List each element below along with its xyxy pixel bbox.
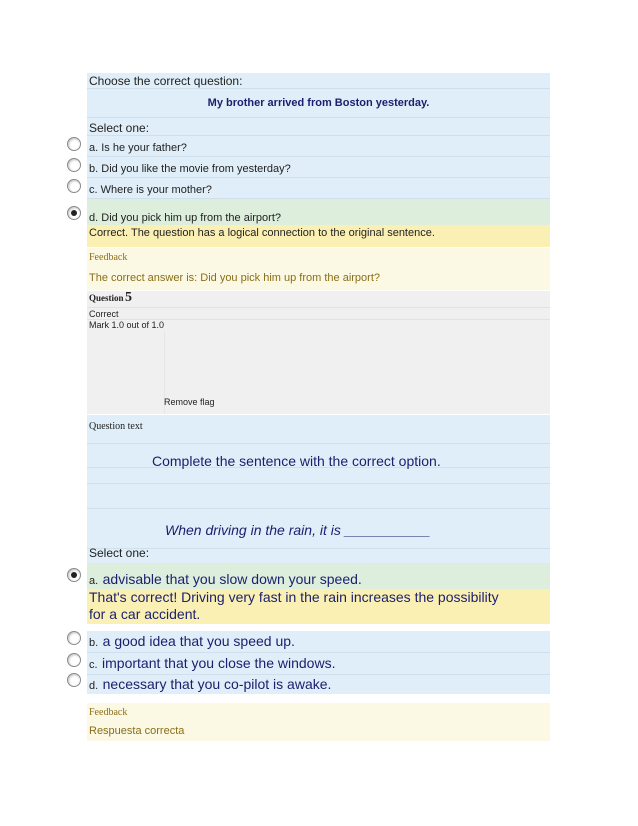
q5-stem: When driving in the rain, it is ___________ — [165, 522, 431, 538]
q4-radio-d[interactable] — [67, 206, 81, 220]
option-text: Did you pick him up from the airport? — [101, 212, 281, 224]
option-text: important that you close the windows. — [102, 655, 336, 671]
option-text: necessary that you co-pilot is awake. — [102, 676, 332, 692]
q5-select-one: Select one: — [89, 546, 150, 560]
option-letter: a. — [89, 142, 99, 154]
q5-option-a[interactable] — [87, 563, 550, 589]
q4-option-a[interactable] — [87, 136, 550, 157]
q4-prompt-row — [87, 73, 550, 89]
q4-sentence: My brother arrived from Boston yesterday. — [207, 97, 430, 109]
q4-select-one-row — [87, 118, 550, 136]
q5-result-message — [87, 589, 550, 624]
radio-selected-dot — [71, 210, 77, 216]
q4-result-text: Correct. The question has a logical connection to the original sentence. — [89, 227, 435, 239]
option-letter: b. — [89, 163, 99, 175]
q4-radio-b[interactable] — [67, 158, 81, 172]
option-text: a good idea that you speed up. — [102, 633, 295, 649]
q4-radio-c[interactable] — [67, 179, 81, 193]
q5-option-d[interactable] — [87, 675, 550, 694]
option-letter: b. — [89, 637, 99, 649]
option-letter: a. — [89, 575, 99, 587]
option-text: advisable that you slow down your speed. — [102, 571, 362, 587]
q4-feedback-label: Feedback — [89, 252, 128, 263]
q4-feedback-box — [87, 248, 550, 290]
q4-correct-answer: The correct answer is: Did you pick him up from the airport? — [89, 272, 381, 284]
q5-option-c[interactable] — [87, 653, 550, 675]
q4-option-c[interactable] — [87, 178, 550, 199]
q5-radio-d[interactable] — [67, 673, 81, 687]
q5-info-panel — [87, 291, 550, 414]
q5-remove-flag-link[interactable]: Remove flag — [164, 397, 215, 407]
q5-radio-c[interactable] — [67, 653, 81, 667]
option-letter: d. — [89, 680, 99, 692]
q4-sentence-row — [87, 89, 550, 118]
q4-select-one: Select one: — [89, 121, 150, 135]
q5-instruction: Complete the sentence with the correct option. — [152, 453, 441, 469]
q4-option-b[interactable] — [87, 157, 550, 178]
q5-question-word: Question — [89, 293, 124, 303]
q4-radio-a[interactable] — [67, 137, 81, 151]
q5-question-text-panel — [87, 415, 550, 549]
option-letter: c. — [89, 659, 98, 671]
q5-mark: Mark 1.0 out of 1.0 — [89, 320, 165, 330]
q5-question-text-label: Question text — [89, 421, 143, 432]
option-text: Where is your mother? — [100, 184, 212, 196]
q5-radio-a[interactable] — [67, 568, 81, 582]
radio-selected-dot — [71, 572, 77, 578]
q5-select-one-row — [87, 546, 550, 563]
option-text: Is he your father? — [101, 142, 187, 154]
q5-option-b[interactable] — [87, 631, 550, 653]
option-letter: d. — [89, 212, 99, 224]
option-text: Did you like the movie from yesterday? — [101, 163, 291, 175]
q5-feedback-text: Respuesta correcta — [89, 725, 185, 737]
q5-feedback-box — [87, 703, 550, 741]
option-letter: c. — [89, 184, 98, 196]
q5-result-text: That's correct! Driving very fast in the rain increases the possibility for a car accident. — [89, 589, 499, 622]
q5-status: Correct — [89, 309, 119, 319]
q5-radio-b[interactable] — [67, 631, 81, 645]
q4-option-d[interactable] — [87, 199, 550, 225]
q4-result-message — [87, 225, 550, 247]
q4-prompt-label: Choose the correct question: — [89, 74, 243, 88]
q5-feedback-label: Feedback — [89, 707, 128, 718]
q5-question-number: 5 — [125, 290, 132, 305]
